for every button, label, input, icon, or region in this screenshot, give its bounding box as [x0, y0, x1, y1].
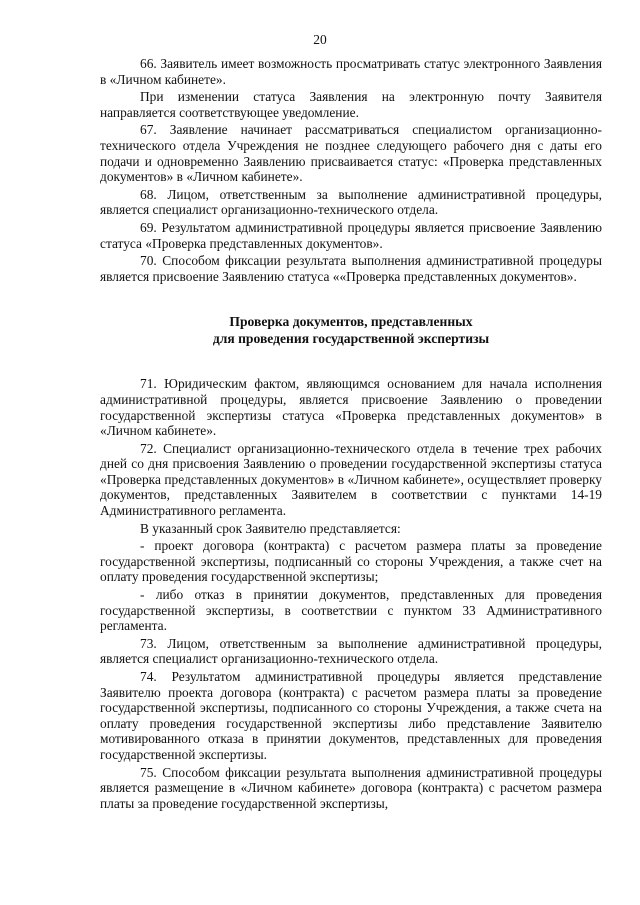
paragraph-73: 73. Лицом, ответственным за выполнение административной процедуры, является специалист организационно-технического отдела.: [100, 635, 602, 667]
paragraph-74: 74. Результатом административной процедуры является представление Заявителю проекта договора (контракта) с расчетом размера платы за проведение государственной экспертизы, подписанного со стороны Учреждения, а также счета на оплату проведения государственной экспертизы либо представление Заявителю мотивированного отказа в принятии документов, представленных для проведения государственной экспертизы.: [100, 669, 602, 762]
paragraph-67: 67. Заявление начинает рассматриваться специалистом организационно-технического отдела Учреждения не позднее следующего рабочего дня с даты его подачи и одновременно Заявлению присваивается статус: «Проверка представленных документов» в «Личном кабинете».: [100, 122, 602, 185]
paragraph-70: 70. Способом фиксации результата выполнения административной процедуры является присвоение Заявлению статуса ««Проверка представленных документов».: [100, 253, 602, 284]
paragraph-68: 68. Лицом, ответственным за выполнение административной процедуры, является специалист организационно-технического отдела.: [100, 186, 602, 218]
section-heading-line-1: Проверка документов, представленных: [229, 314, 473, 330]
paragraph-deadline-intro: В указанный срок Заявителю представляется:: [140, 520, 401, 536]
paragraph-69: 69. Результатом административной процедуры является присвоение Заявлению статуса «Проверка представленных документов».: [100, 219, 602, 251]
list-item-contract-draft: - проект договора (контракта) с расчетом размера платы за проведение государственной экспертизы, подписанный со стороны Учреждения, а также счет на оплату проведения государственной экспертизы;: [100, 538, 602, 585]
section-heading-line-2: для проведения государственной экспертизы: [212, 331, 490, 347]
list-item-refusal: - либо отказ в принятии документов, представленных для проведения государственной экспертизы, в соответствии с пунктом 33 Административного регламента.: [100, 587, 602, 634]
paragraph-71: 71. Юридическим фактом, являющимся основанием для начала исполнения административной процедуры, является присвоение Заявлению о проведении государственной экспертизы статуса «Проверка представленных документов» в «Личном кабинете».: [100, 376, 602, 439]
paragraph-75: 75. Способом фиксации результата выполнения административной процедуры является размещение в «Личном кабинете» договора (контракта) с расчетом размера платы за проведение государственной экспертизы,: [100, 764, 602, 811]
section-heading: [100, 313, 602, 347]
document-body: [100, 56, 602, 813]
page-number: 20: [313, 32, 327, 47]
paragraph-66: 66. Заявитель имеет возможность просматривать статус электронного Заявления в «Личном кабинете».: [100, 56, 602, 87]
paragraph-72: 72. Специалист организационно-технического отдела в течение трех рабочих дней со дня присвоения Заявлению о проведении государственной экспертизы статуса «Проверка представленных документов» в «Личном кабинете», осуществляет проверку документов, представленных Заявителем в соответствии с пунктами 14-19 Административного регламента.: [100, 440, 602, 519]
paragraph-notification: При изменении статуса Заявления на электронную почту Заявителя направляется соответствующее уведомление.: [100, 89, 602, 120]
